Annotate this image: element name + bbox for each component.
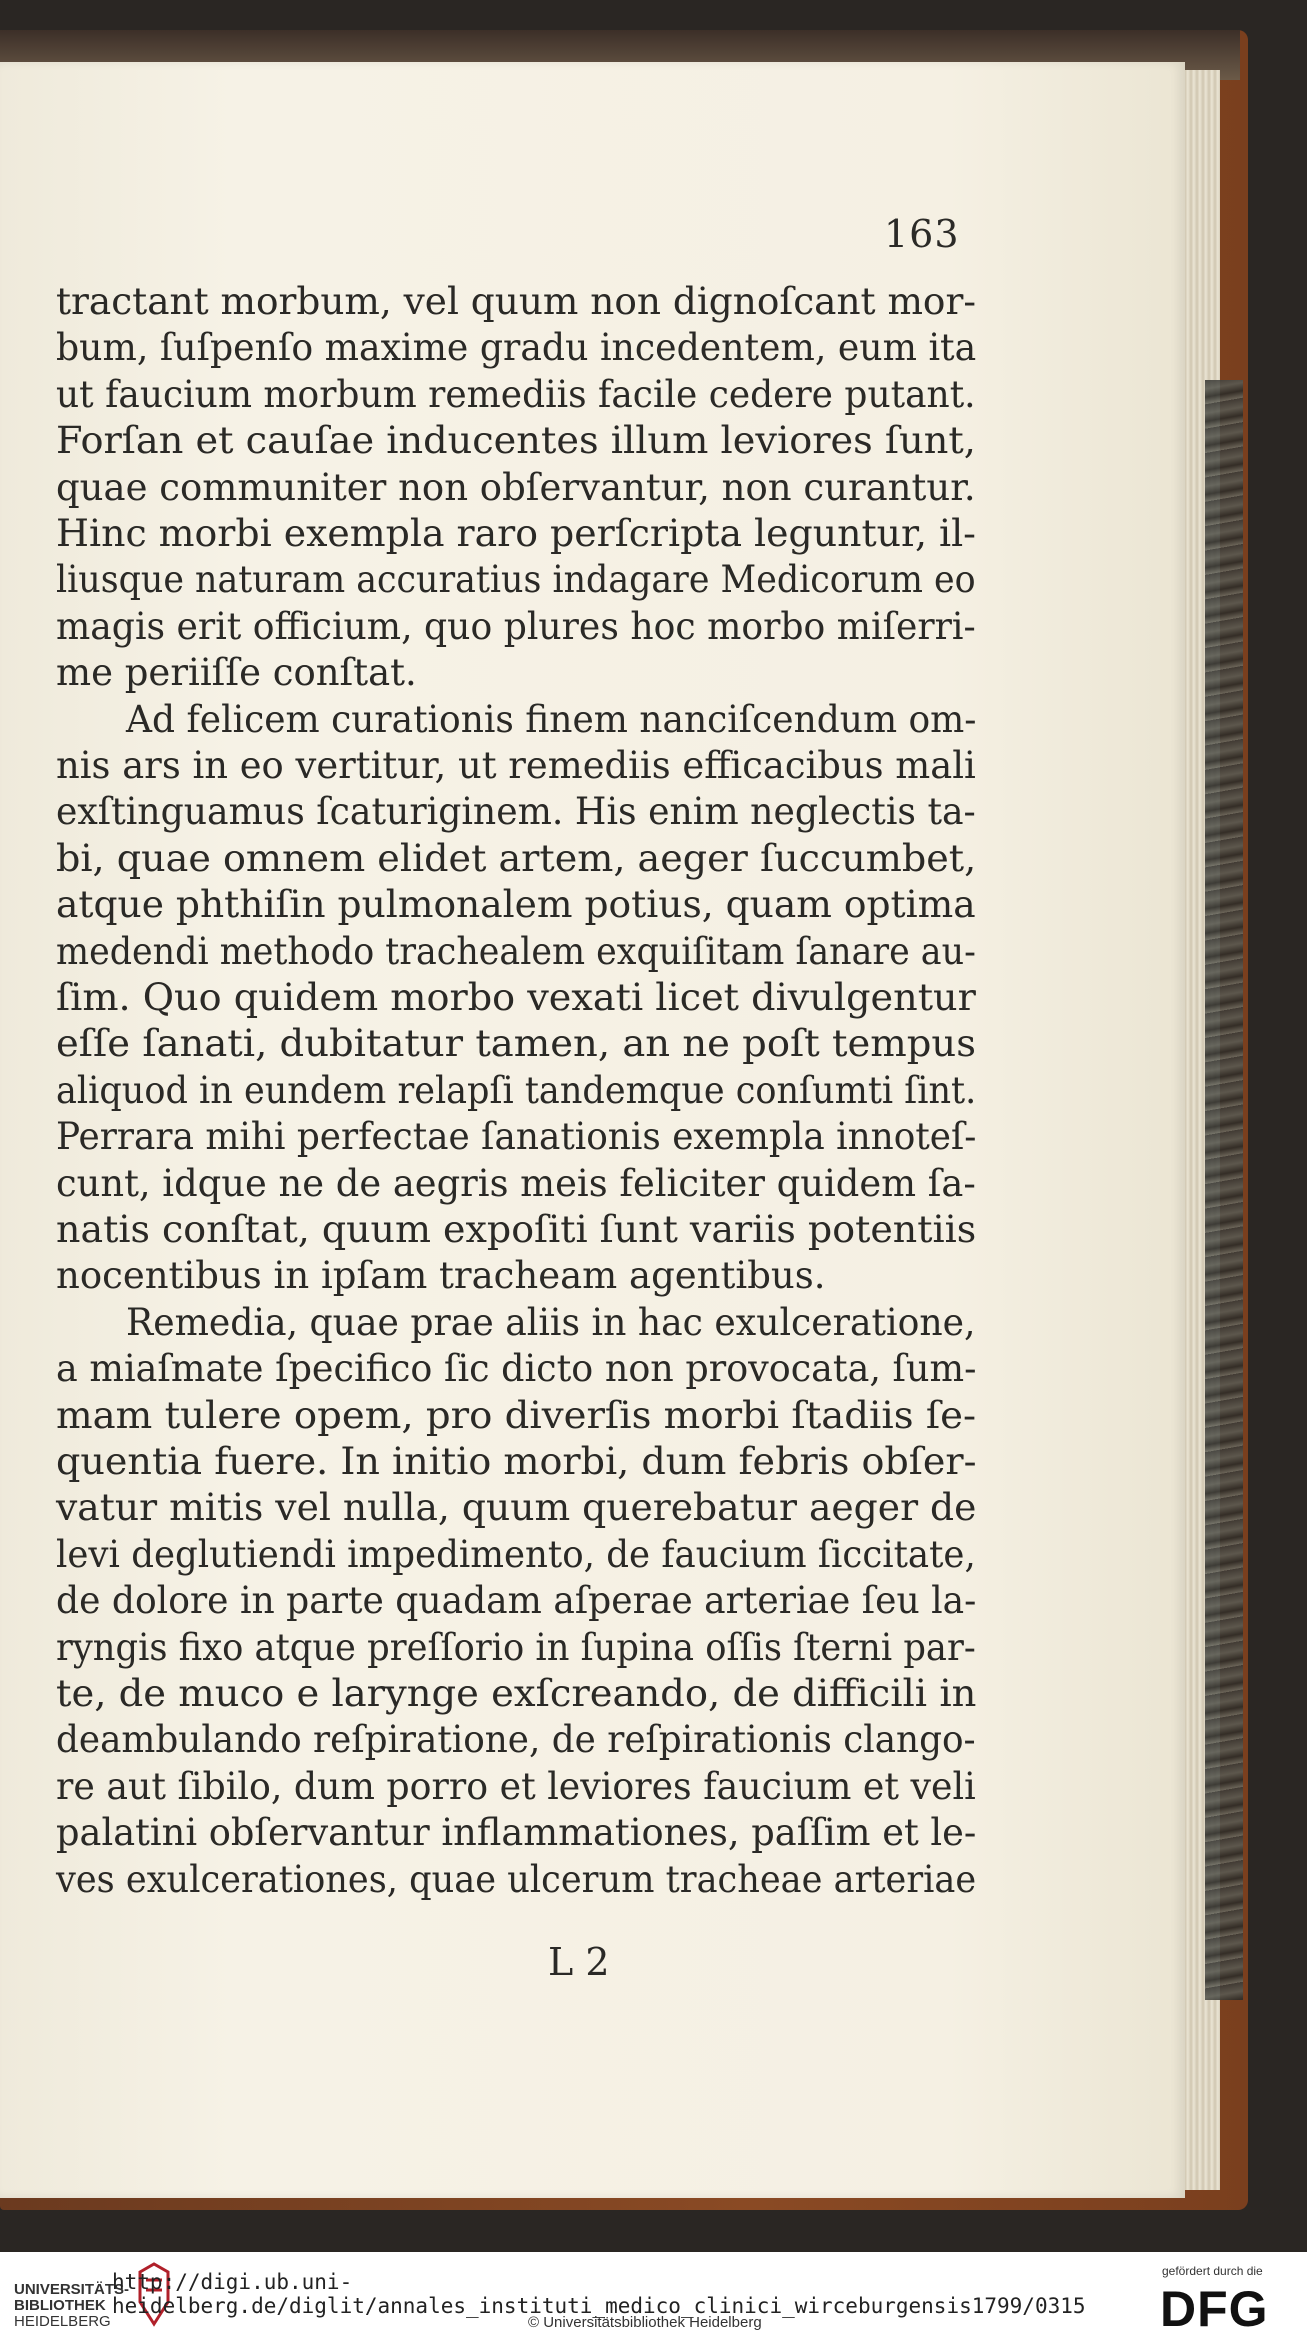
- text-line: levi deglutiendi impedimento, de faucium ſiccitate,: [56, 1532, 976, 1576]
- text-line: Forſan et cauſae inducentes illum leviores ſunt,: [56, 419, 976, 463]
- text-line: aliquod in eundem relapſi tandemque conſumti ſint.: [56, 1068, 977, 1112]
- dfg-logo: DFG: [1160, 2281, 1269, 2337]
- text-line: a miaſmate ſpecifico ſic dicto non provocata, ſum-: [56, 1347, 977, 1391]
- text-line: re aut ſibilo, dum porro et leviores faucium et veli: [56, 1764, 976, 1808]
- sponsor-caption: gefördert durch die: [1162, 2264, 1263, 2278]
- text-line: me periiſſe conſtat.: [56, 651, 417, 695]
- text-line: vatur mitis vel nulla, quum querebatur aeger de: [56, 1486, 977, 1530]
- text-line: ſim. Quo quidem morbo vexati licet divulgentur: [56, 976, 976, 1019]
- text-line: exſtinguamus ſcaturiginem. His enim neglectis ta-: [56, 790, 976, 834]
- text-line: nis ars in eo vertitur, ut remediis efficacibus mali: [56, 744, 976, 787]
- text-line: te, de muco e larynge exſcreando, de difficili in: [56, 1672, 977, 1715]
- logo-line-2: BIBLIOTHEK: [14, 2297, 106, 2314]
- marbled-endpaper: [1205, 380, 1243, 2000]
- text-line: eſſe ſanati, dubitatur tamen, an ne poſt tempus: [56, 1022, 976, 1066]
- text-line: quae communiter non obſervantur, non curantur.: [56, 465, 976, 509]
- logo-line-3: HEIDELBERG: [14, 2313, 111, 2330]
- permalink-url[interactable]: http://digi.ub.uni-heidelberg.de/diglit/annales_instituti_medico_clinici_wirceburgensis1799/0315: [112, 2270, 1086, 2318]
- text-line: nocentibus in ipſam tracheam agentibus.: [56, 1254, 826, 1298]
- text-line: deambulando reſpiratione, de reſpirationis clango-: [56, 1718, 976, 1762]
- text-line: medendi methodo trachealem exquiſitam ſanare au-: [56, 929, 976, 973]
- text-line: quentia fuere. In initio morbi, dum febris obſer-: [56, 1440, 977, 1483]
- text-line: ves exulcerationes, quae ulcerum tracheae arteriae: [56, 1857, 977, 1901]
- copyright-text: © Universitätsbibliothek Heidelberg: [528, 2314, 762, 2331]
- text-line: bum, ſuſpenſo maxime gradu incedentem, eum ita: [56, 326, 977, 370]
- text-line: Remedia, quae prae aliis in hac exulceratione,: [126, 1300, 976, 1344]
- text-line: magis erit officium, quo plures hoc morbo miſerri-: [56, 604, 976, 648]
- text-line: liusque naturam accuratius indagare Medicorum eo: [56, 558, 976, 602]
- text-line: tractant morbum, vel quum non dignoſcant mor-: [56, 280, 976, 323]
- logo-line-1: UNIVERSITÄTS-: [14, 2281, 130, 2298]
- page-number: 163: [884, 212, 960, 256]
- text-line: natis conſtat, quum expoſiti ſunt variis potentiis: [56, 1208, 977, 1251]
- signature-mark: L 2: [548, 1940, 610, 1984]
- text-line: mam tulere opem, pro diverſis morbi ſtadiis ſe-: [56, 1393, 977, 1437]
- text-line: de dolore in parte quadam aſperae arteriae ſeu la-: [56, 1579, 977, 1623]
- text-line: bi, quae omnem elidet artem, aeger ſuccumbet,: [56, 836, 977, 880]
- text-line: palatini obſervantur inflammationes, paſſim et le-: [56, 1811, 977, 1855]
- text-line: ryngis fixo atque preſſorio in ſupina oſſis ſterni par-: [56, 1625, 976, 1669]
- text-line: cunt, idque ne de aegris meis feliciter quidem ſa-: [56, 1161, 976, 1205]
- text-line: Hinc morbi exempla raro perſcripta leguntur, il-: [56, 512, 976, 555]
- text-line: atque phthiſin pulmonalem potius, quam optima: [56, 883, 976, 927]
- text-line: Ad felicem curationis finem nanciſcendum om-: [126, 697, 977, 741]
- text-line: Perrara mihi perfectae ſanationis exempla innoteſ-: [56, 1115, 977, 1159]
- text-line: ut faucium morbum remediis facile cedere putant.: [56, 372, 976, 416]
